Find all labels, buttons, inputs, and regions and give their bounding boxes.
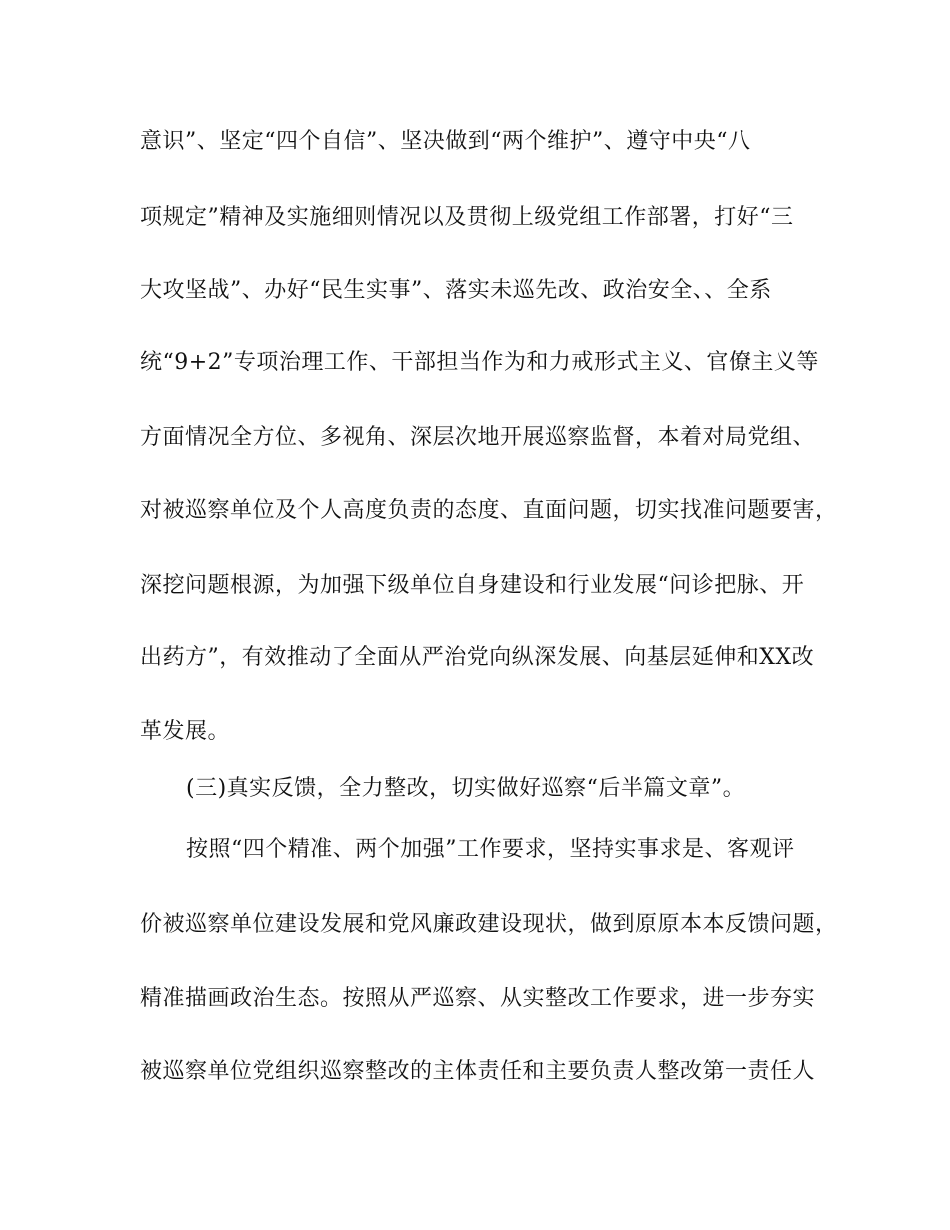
paragraph-line: 价被巡察单位建设发展和党风廉政建设现状，做到原原本本反馈问题， (140, 912, 838, 937)
paragraph-line: 深挖问题根源，为加强下级单位自身建设和行业发展“问诊把脉、开 (140, 573, 805, 598)
paragraph-line: 大攻坚战”、办好“民生实事”、落实未巡先改、政治安全、、全系 (140, 278, 772, 303)
paragraph-line: 意识”、坚定“四个自信”、坚决做到“两个维护”、遵守中央“八 (140, 129, 751, 154)
paragraph-line: 按照“四个精准、两个加强”工作要求，坚持实事求是、客观评 (186, 837, 795, 862)
paragraph-line: 方面情况全方位、多视角、深层次地开展巡察监督，本着对局党组、 (140, 425, 816, 450)
paragraph-line: 对被巡察单位及个人高度负责的态度、直面问题，切实找准问题要害， (140, 498, 838, 523)
paragraph-line: 项规定”精神及实施细则情况以及贯彻上级党组工作部署，打好“三 (140, 205, 794, 230)
paragraph-line: 被巡察单位党组织巡察整改的主体责任和主要负责人整改第一责任人 (140, 1059, 816, 1084)
paragraph-line: 精准描画政治生态。按照从严巡察、从实整改工作要求，进一步夯实 (140, 986, 816, 1011)
paragraph-line: 出药方”，有效推动了全面从严治党向纵深发展、向基层延伸和XX改 (140, 645, 815, 670)
paragraph-line: 统“9+2”专项治理工作、干部担当作为和力戒形式主义、官僚主义等 (140, 350, 819, 375)
section-heading: (三)真实反馈，全力整改，切实做好巡察“后半篇文章”。 (186, 776, 746, 801)
paragraph-line: 革发展。 (140, 719, 231, 744)
